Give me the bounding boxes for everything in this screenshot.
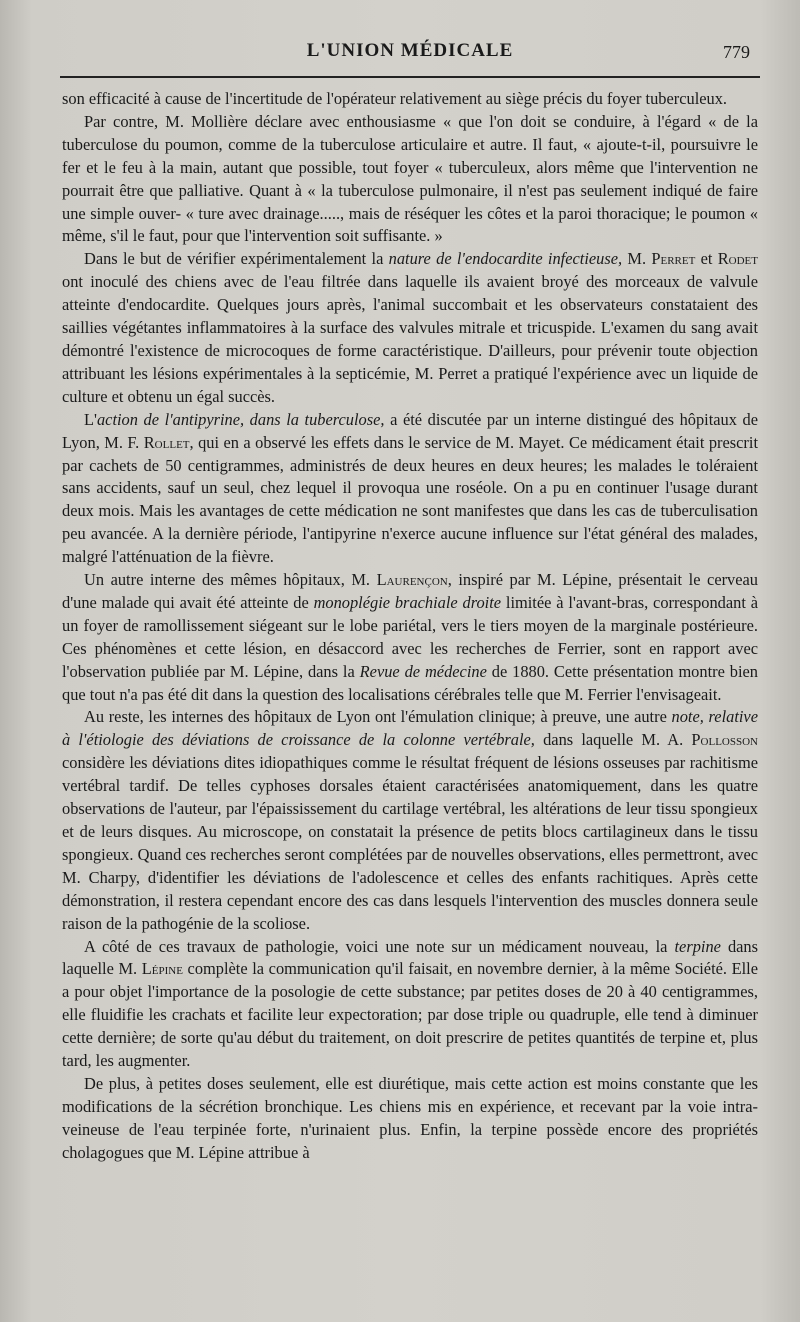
text-span: complète la communication qu'il faisait, en novembre dernier, à la même Société. Elle a pour objet l'importance de la posologie de cette substance; par petites doses de 20 à 40 centigrammes, elle fluidifie les crachats et facilite leur expectoration; par dose triple ou quadruple, elle tend à diminuer cette dernière; de sorte qu'au début du traitement, on doit prescrire de petites quantités de terpine et, plus tard, les augmenter. [62, 959, 758, 1071]
italic-topic: terpine [674, 936, 721, 956]
author-name: Perret [651, 249, 696, 269]
text-span: dans laquelle M. A. [534, 730, 692, 750]
text-span: M. [622, 249, 652, 269]
text-span: de 1880. Cette présentation montre bien que tout n'a pas été dit dans la question des localisations cérébrales telle que M. Ferrier l'envisageait. [62, 661, 758, 704]
author-name: Pollosson [691, 730, 758, 750]
author-name: Rollet [143, 432, 190, 452]
italic-topic: note, relative à l'étiologie des déviations de croissance de la colonne vertébrale, [62, 707, 758, 750]
page-number: 779 [723, 42, 750, 62]
text-span: , qui en a observé les effets dans le service de M. Mayet. Ce médicament était prescrit par cachets de 50 centigrammes, administrés de deux heures en deux heures; les malades le toléraient sans accidents, sauf un seul, chez lequel il provoqua une roséole. On a pu en continuer l'usage durant deux mois. Mais les avantages de cette médication ne sont manifestes que dans les cas de tuberculisation peu avancée. A la dernière période, l'antipyrine n'exerce aucune influence sur l'état général des malades, malgré l'atténuation de la fièvre. [62, 432, 758, 567]
header-rule [60, 76, 760, 78]
text-span: dans laquelle M. [62, 936, 758, 979]
paragraph-5-monoplegia [62, 569, 758, 706]
article-body [62, 88, 758, 1165]
paragraph-7-terpine [62, 936, 758, 1073]
text-span: considère les déviations dites idiopathiques comme le résultat fréquent de lésions osseuses par rachitisme vertébral tardif. De telles cyphoses dorsales étaient caractérisées anatomiquement, dans les quatre observations de l'auteur, par l'épaississement du cartilage vertébral, les altérations de leur tissu spongieux et de leurs disques. Au microscope, on constatait la présence de petits blocs cartilagineux dans le tissu spongieux. Quand ces recherches seront complétées par de nouvelles observations, elles permettront, avec M. Charpy, d'identifier les déviations de l'adolescence et celles des enfants rachitiques. Après cette démonstration, il restera cependant encore des cas dans lesquels l'intervention des muscles donnera seule raison de la pathogénie de la scoliose. [62, 753, 758, 933]
text-span: Dans le but de vérifier expérimentalement la [84, 249, 389, 269]
text-span: limitée à l'avant-bras, correspondant à un foyer de ramollissement siégeant sur le lobe pariétal, vers le tiers moyen de la marginale postérieure. Ces phénomènes et cette lésion, en désaccord avec les recherches de Ferrier, sont en rapport avec l'observation publiée par M. Lépine, dans la [62, 592, 758, 681]
paragraph-4-antipyrine [62, 409, 758, 569]
running-title: L'UNION MÉDICALE [306, 40, 514, 61]
text-span: , inspiré par M. Lépine, présentait le cerveau d'une malade qui avait été atteinte de [62, 570, 759, 612]
paragraph-2-mollier-quote: Par contre, M. Mollière déclare avec enthousiasme « que l'on doit se conduire, à l'égard « de la tuberculose du poumon, comme de la tuberculose articulaire et autre. Il faut, « ajoute-t-il, poursuivre le fer et le feu à la main, autant que possible, tout foyer « tuberculeux, alors même que l'intervention ne pourrait être que palliative. Quant à « la tuberculose pulmonaire, il n'est pas seulement indiqué de faire une simple ouver- « ture avec drainage....., mais de réséquer les côtes et la paroi thoracique; le poumon « même, s'il le faut, pour que l'intervention soit suffisante. » [62, 111, 758, 246]
text-span: et [695, 249, 718, 269]
paragraph-6-scoliosis [62, 706, 758, 935]
text-span: Un autre interne des mêmes hôpitaux, M. [84, 570, 377, 590]
italic-topic: action de l'antipyrine, dans la tuberculose, [96, 409, 385, 429]
journal-title: Revue de médecine [359, 661, 487, 681]
text-span: A côté de ces travaux de pathologie, voici une note sur un médicament nouveau, la [84, 936, 675, 956]
paragraph-8-diuretic: De plus, à petites doses seulement, elle est diurétique, mais cette action est moins constante que les modifications de la sécrétion bronchique. Les chiens mis en expérience, et recevant par la voie intra-veineuse de l'eau terpinée forte, n'urinaient plus. Enfin, la terpine possède encore des propriétés cholagogues que M. Lépine attribue à [62, 1073, 758, 1162]
paragraph-1: son efficacité à cause de l'incertitude de l'opérateur relativement au siège précis du foyer tuberculeux. [62, 89, 728, 108]
author-name: Lépine [141, 959, 183, 979]
text-span: Au reste, les internes des hôpitaux de Lyon ont l'émulation clinique; à preuve, une autre [84, 707, 672, 727]
author-name: Laurençon [376, 570, 448, 590]
text-span: ont inoculé des chiens avec de l'eau filtrée dans laquelle ils avaient broyé des morceaux de valvule atteinte d'endocardite. Quelques jours après, l'animal succombait et les observateurs constataient des saillies végétantes inflammatoires à la surface des valvules mitrale et tricuspide. L'examen du sang avait démontré l'existence de microcoques de forme caractéristique. D'ailleurs, pour prévenir toute objection attribuant les lésions expérimentales à la septicémie, M. Perret a pratiqué l'expérience avec un liquide de culture et obtenu un égal succès. [62, 272, 758, 406]
italic-topic: monoplégie brachiale droite [313, 592, 502, 612]
text-span: L' [84, 409, 97, 429]
page-header [60, 36, 760, 76]
paragraph-3-endocarditis [62, 248, 758, 408]
author-name: Rodet [717, 249, 758, 269]
text-span: a été discutée par un interne distingué des hôpitaux de Lyon, M. F. [62, 409, 758, 452]
italic-topic: nature de l'endocardite infectieuse, [388, 249, 623, 269]
